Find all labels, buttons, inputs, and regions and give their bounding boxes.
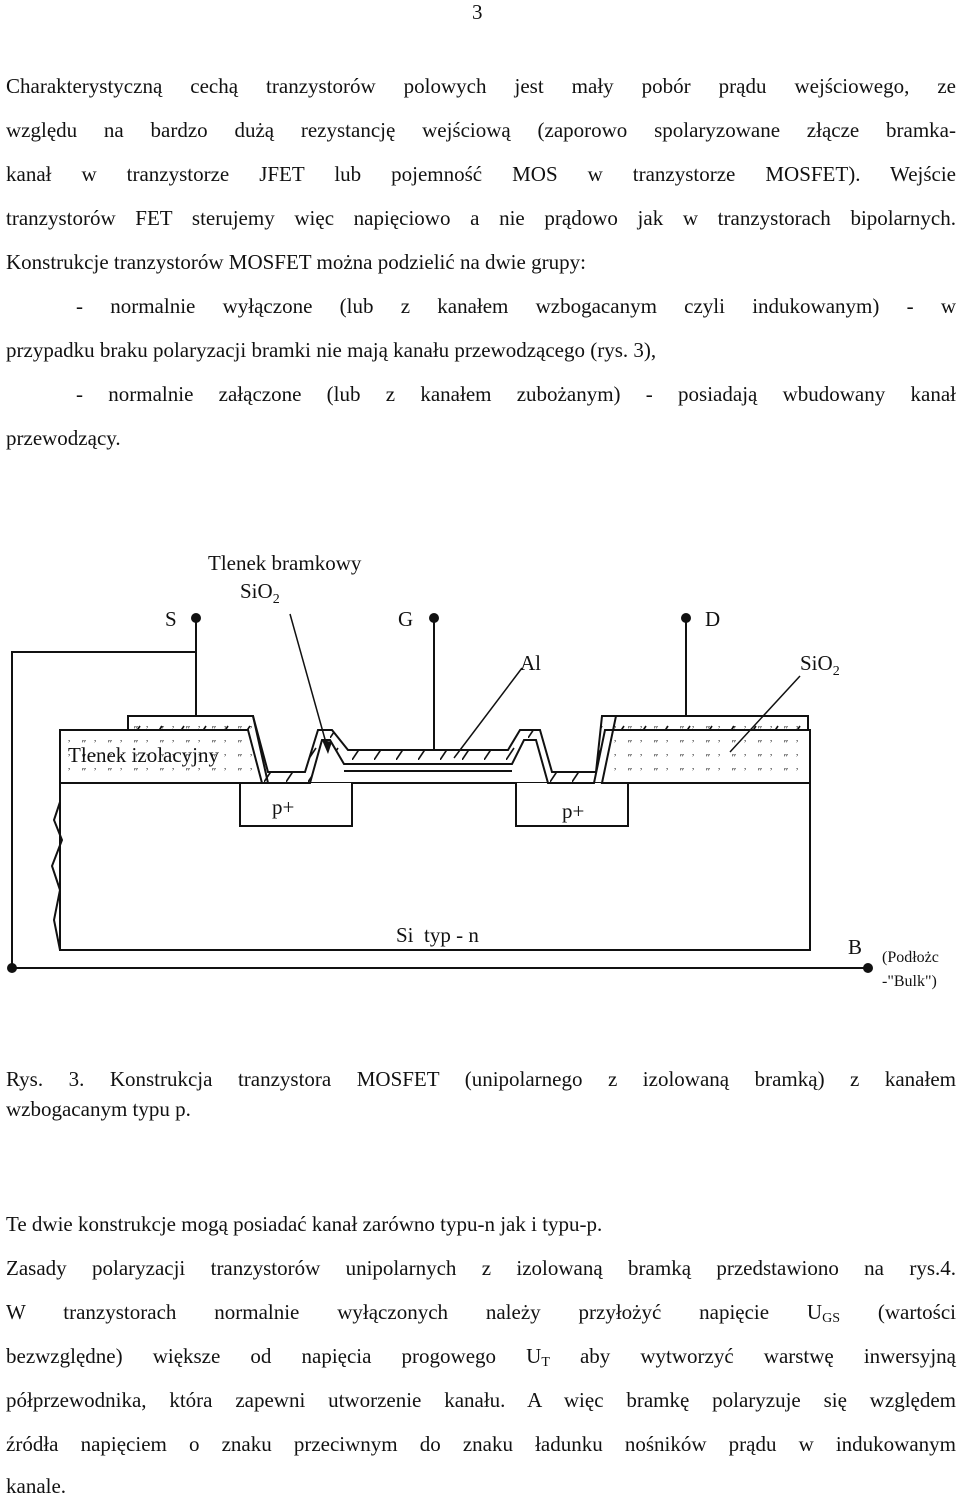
insulating-oxide-label: Tlenek izolacyjny [68,743,220,767]
group-enhancement-cont: przypadku braku polaryzacji bramki nie mają kanału przewodzącego (rys. 3), [6,338,657,362]
intro-line: Konstrukcje tranzystorów MOSFET można podzielić na dwie grupy: [6,250,586,274]
bottom-line: półprzewodnika, która zapewni utworzenie kanału. A więc bramkę polaryzuje się względem [6,1388,956,1412]
intro-line: względu na bardzo dużą rezystancję wejściową (zaporowo spolaryzowane złącze bramka- [6,118,956,142]
bulk-note-2: -"Bulk") [882,973,937,990]
bottom-line: kanale. [6,1474,67,1498]
bottom-line-ugs: W tranzystorach normalnie wyłączonych należy przyłożyć napięcie $U_{GS}$ (wartości [6,1300,956,1326]
p-plus-left-label: p+ [272,795,295,819]
intro-line: tranzystorów FET sterujemy więc napięciowo a nie prądowo jak w tranzystorach bipolarnych. [6,206,956,230]
gate-oxide-label: Tlenek bramkowy [208,551,362,575]
page-number: 3 [472,0,483,24]
source-terminal-dot[interactable] [191,613,201,623]
al-label: Al [520,651,541,675]
gate-oxide-formula: SiO$_2$ [240,579,280,607]
group-depletion: - normalnie załączone (lub z kanałem zubożanym) - posiadają wbudowany kanał [76,382,956,406]
gate-label: G [398,607,414,631]
drain-label: D [705,607,721,631]
source-bulk-node [7,963,17,973]
group-enhancement: - normalnie wyłączone (lub z kanałem wzbogacanym czyli indukowanym) - w [76,294,956,318]
group-depletion-cont: przewodzący. [6,426,121,450]
figure-caption [6,1064,956,1124]
sio2-label: SiO$_2$ [800,651,840,679]
bottom-line: Te dwie konstrukcje mogą posiadać kanał zarówno typu-n jak i typu-p. [6,1212,603,1236]
intro-line: Charakterystyczną cechą tranzystorów polowych jest mały pobór prądu wejściowego, ze [6,74,956,98]
mosfet-cross-section-figure [0,540,960,1000]
bulk-label: B [848,935,863,959]
drain-terminal-dot[interactable] [681,613,691,623]
p-plus-right-label: p+ [562,799,585,823]
source-label: S [165,607,177,631]
caption-line: wzbogacanym typu p. [6,1097,191,1121]
bottom-line-ut: bezwzględne) większe od napięcia progowego $U_T$ aby wytworzyć warstwę inwersyjną [6,1344,956,1370]
substrate-label: Si typ - n [396,923,479,947]
bulk-terminal-dot[interactable] [863,963,873,973]
bulk-note-1: (Podłożc [882,949,939,966]
gate-oxide-pointer [290,614,328,750]
bottom-line: źródła napięciem o znaku przeciwnym do znaku ładunku nośników prądu w indukowanym [6,1432,956,1456]
caption-line: Rys. 3. Konstrukcja tranzystora MOSFET (unipolarnego z izolowaną bramką) z kanałem [6,1067,956,1091]
bottom-line: Zasady polaryzacji tranzystorów unipolarnych z izolowaną bramką przedstawiono na rys.4. [6,1256,956,1280]
intro-line: kanał w tranzystorze JFET lub pojemność MOS w tranzystorze MOSFET). Wejście [6,162,956,186]
p-plus-source-region [240,783,352,826]
gate-terminal-dot[interactable] [429,613,439,623]
